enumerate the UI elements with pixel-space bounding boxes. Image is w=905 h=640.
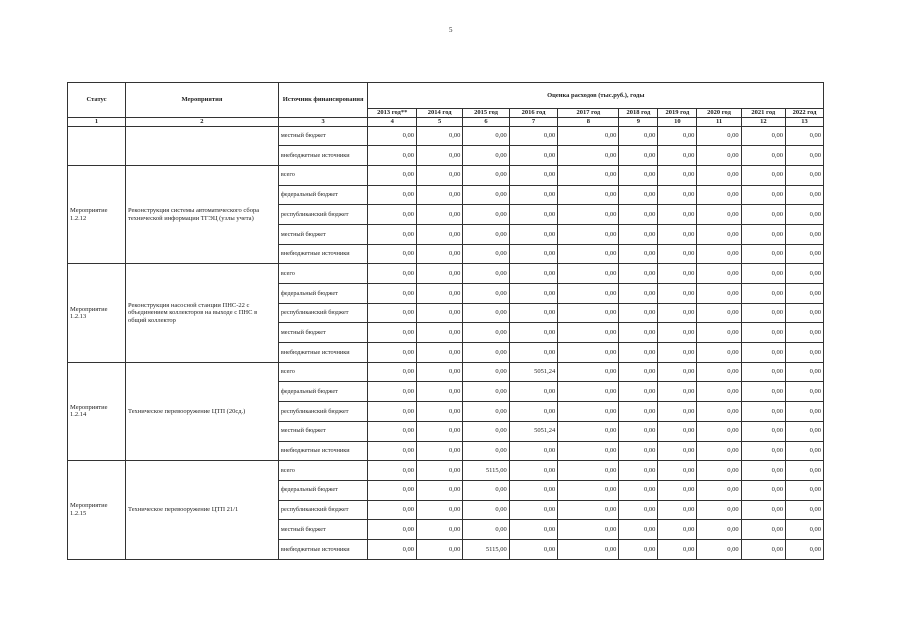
funding-source-cell: федеральный бюджет (278, 284, 368, 304)
amount-cell: 0,00 (416, 539, 462, 559)
amount-cell: 0,00 (509, 441, 558, 461)
amount-cell: 0,00 (416, 146, 462, 166)
amount-cell: 0,00 (619, 539, 658, 559)
amount-cell: 0,00 (416, 520, 462, 540)
amount-cell: 0,00 (416, 185, 462, 205)
amount-cell: 0,00 (697, 224, 741, 244)
column-number: 5 (416, 118, 462, 127)
amount-cell: 0,00 (741, 303, 785, 323)
status-cell: Мероприятие 1.2.12 (68, 165, 126, 263)
amount-cell: 0,00 (509, 323, 558, 343)
amount-cell: 0,00 (658, 402, 697, 422)
amount-cell: 0,00 (741, 441, 785, 461)
header-estimate: Оценка расходов (тыс.руб.), годы (368, 83, 824, 109)
amount-cell: 0,00 (697, 480, 741, 500)
amount-cell: 0,00 (416, 480, 462, 500)
event-cell: Реконструкция системы автоматического сбора технической информации ТГЭЦ (узлы учета) (125, 165, 278, 263)
funding-source-cell: всего (278, 461, 368, 481)
table-row (68, 461, 824, 481)
amount-cell: 0,00 (368, 323, 417, 343)
funding-source-cell: внебюджетные источники (278, 441, 368, 461)
amount-cell: 0,00 (741, 244, 785, 264)
amount-cell: 0,00 (741, 126, 785, 146)
amount-cell: 0,00 (619, 205, 658, 225)
amount-cell: 0,00 (368, 126, 417, 146)
amount-cell: 0,00 (785, 224, 823, 244)
amount-cell: 0,00 (697, 539, 741, 559)
amount-cell: 0,00 (368, 539, 417, 559)
amount-cell: 0,00 (785, 461, 823, 481)
amount-cell: 0,00 (697, 185, 741, 205)
amount-cell: 0,00 (463, 185, 509, 205)
amount-cell: 0,00 (658, 185, 697, 205)
amount-cell: 0,00 (463, 480, 509, 500)
amount-cell: 0,00 (785, 500, 823, 520)
amount-cell: 0,00 (697, 382, 741, 402)
amount-cell: 0,00 (558, 264, 619, 284)
amount-cell: 0,00 (619, 480, 658, 500)
amount-cell: 0,00 (558, 382, 619, 402)
funding-source-cell: местный бюджет (278, 126, 368, 146)
header-year: 2014 год (416, 109, 462, 118)
amount-cell: 0,00 (785, 323, 823, 343)
table-row (68, 362, 824, 382)
amount-cell: 0,00 (785, 539, 823, 559)
amount-cell: 0,00 (416, 382, 462, 402)
amount-cell: 0,00 (509, 461, 558, 481)
column-number: 2 (125, 118, 278, 127)
amount-cell: 0,00 (558, 284, 619, 304)
event-cell: Техническое перевооружение ЦТП (20сд.) (125, 362, 278, 460)
amount-cell: 0,00 (416, 362, 462, 382)
column-number: 3 (278, 118, 368, 127)
amount-cell: 0,00 (658, 421, 697, 441)
amount-cell: 0,00 (697, 146, 741, 166)
amount-cell: 0,00 (558, 461, 619, 481)
amount-cell: 0,00 (509, 520, 558, 540)
status-cell: Мероприятие 1.2.13 (68, 264, 126, 362)
amount-cell: 0,00 (619, 185, 658, 205)
amount-cell: 0,00 (368, 284, 417, 304)
amount-cell: 0,00 (558, 441, 619, 461)
funding-source-cell: внебюджетные источники (278, 146, 368, 166)
amount-cell: 0,00 (463, 165, 509, 185)
amount-cell: 0,00 (658, 480, 697, 500)
header-year: 2015 год (463, 109, 509, 118)
amount-cell: 0,00 (368, 520, 417, 540)
amount-cell: 5115,00 (463, 461, 509, 481)
amount-cell: 0,00 (619, 441, 658, 461)
amount-cell: 0,00 (741, 461, 785, 481)
column-number: 11 (697, 118, 741, 127)
header-year: 2018 год (619, 109, 658, 118)
column-number: 8 (558, 118, 619, 127)
status-cell: Мероприятие 1.2.15 (68, 461, 126, 559)
amount-cell: 0,00 (463, 441, 509, 461)
amount-cell: 0,00 (697, 126, 741, 146)
column-number: 10 (658, 118, 697, 127)
amount-cell: 0,00 (558, 421, 619, 441)
amount-cell: 0,00 (785, 303, 823, 323)
amount-cell: 0,00 (558, 126, 619, 146)
amount-cell: 0,00 (658, 539, 697, 559)
amount-cell: 0,00 (368, 146, 417, 166)
amount-cell: 0,00 (558, 362, 619, 382)
funding-source-cell: республиканский бюджет (278, 303, 368, 323)
amount-cell: 0,00 (619, 500, 658, 520)
amount-cell: 0,00 (558, 303, 619, 323)
amount-cell: 0,00 (697, 402, 741, 422)
amount-cell: 0,00 (509, 264, 558, 284)
amount-cell: 0,00 (741, 343, 785, 363)
amount-cell: 0,00 (741, 165, 785, 185)
funding-source-cell: федеральный бюджет (278, 480, 368, 500)
amount-cell: 0,00 (463, 224, 509, 244)
amount-cell: 0,00 (658, 461, 697, 481)
amount-cell: 0,00 (785, 343, 823, 363)
amount-cell: 0,00 (463, 284, 509, 304)
amount-cell: 0,00 (558, 224, 619, 244)
amount-cell: 0,00 (509, 343, 558, 363)
header-year: 2019 год (658, 109, 697, 118)
amount-cell: 0,00 (785, 382, 823, 402)
amount-cell: 0,00 (509, 185, 558, 205)
amount-cell: 0,00 (416, 244, 462, 264)
amount-cell: 0,00 (463, 126, 509, 146)
amount-cell: 0,00 (741, 185, 785, 205)
amount-cell: 0,00 (741, 362, 785, 382)
amount-cell: 0,00 (368, 185, 417, 205)
amount-cell: 0,00 (741, 264, 785, 284)
amount-cell: 0,00 (368, 382, 417, 402)
amount-cell: 0,00 (368, 402, 417, 422)
amount-cell: 0,00 (416, 264, 462, 284)
amount-cell: 0,00 (509, 205, 558, 225)
amount-cell: 0,00 (416, 224, 462, 244)
amount-cell: 0,00 (368, 224, 417, 244)
amount-cell: 0,00 (463, 323, 509, 343)
amount-cell: 0,00 (463, 362, 509, 382)
funding-source-cell: местный бюджет (278, 224, 368, 244)
amount-cell: 0,00 (509, 126, 558, 146)
amount-cell: 0,00 (785, 441, 823, 461)
amount-cell: 0,00 (368, 362, 417, 382)
amount-cell: 0,00 (741, 284, 785, 304)
amount-cell: 0,00 (619, 323, 658, 343)
funding-source-cell: местный бюджет (278, 520, 368, 540)
amount-cell: 0,00 (368, 343, 417, 363)
amount-cell: 0,00 (619, 303, 658, 323)
amount-cell: 0,00 (658, 520, 697, 540)
amount-cell: 0,00 (509, 165, 558, 185)
amount-cell: 0,00 (658, 264, 697, 284)
amount-cell: 0,00 (785, 264, 823, 284)
funding-source-cell: федеральный бюджет (278, 185, 368, 205)
amount-cell: 0,00 (509, 244, 558, 264)
amount-cell: 0,00 (697, 323, 741, 343)
header-events: Мероприятия (125, 83, 278, 118)
funding-source-cell: внебюджетные источники (278, 244, 368, 264)
amount-cell: 0,00 (368, 244, 417, 264)
amount-cell: 0,00 (558, 185, 619, 205)
amount-cell: 0,00 (368, 205, 417, 225)
amount-cell: 5051,24 (509, 362, 558, 382)
amount-cell: 5115,00 (463, 539, 509, 559)
header-status: Статус (68, 83, 126, 118)
amount-cell: 0,00 (558, 343, 619, 363)
amount-cell: 0,00 (509, 146, 558, 166)
amount-cell: 0,00 (509, 402, 558, 422)
amount-cell: 0,00 (785, 165, 823, 185)
amount-cell: 0,00 (463, 520, 509, 540)
amount-cell: 0,00 (416, 323, 462, 343)
amount-cell: 0,00 (785, 205, 823, 225)
amount-cell: 0,00 (658, 343, 697, 363)
amount-cell: 0,00 (697, 520, 741, 540)
amount-cell: 0,00 (697, 244, 741, 264)
amount-cell: 0,00 (697, 500, 741, 520)
amount-cell: 0,00 (741, 421, 785, 441)
header-year: 2021 год (741, 109, 785, 118)
amount-cell: 0,00 (463, 146, 509, 166)
column-number: 4 (368, 118, 417, 127)
amount-cell: 0,00 (368, 264, 417, 284)
amount-cell: 0,00 (741, 520, 785, 540)
amount-cell: 0,00 (368, 165, 417, 185)
amount-cell: 0,00 (785, 480, 823, 500)
amount-cell: 0,00 (368, 461, 417, 481)
amount-cell: 0,00 (785, 126, 823, 146)
amount-cell: 0,00 (785, 520, 823, 540)
amount-cell: 0,00 (463, 343, 509, 363)
amount-cell: 0,00 (619, 343, 658, 363)
column-number: 12 (741, 118, 785, 127)
amount-cell: 0,00 (368, 500, 417, 520)
amount-cell: 0,00 (463, 500, 509, 520)
amount-cell: 0,00 (368, 303, 417, 323)
amount-cell: 0,00 (658, 382, 697, 402)
header-source: Источник финансирования (278, 83, 368, 118)
amount-cell: 0,00 (741, 382, 785, 402)
amount-cell: 0,00 (416, 303, 462, 323)
funding-source-cell: республиканский бюджет (278, 402, 368, 422)
amount-cell: 0,00 (416, 421, 462, 441)
amount-cell: 0,00 (416, 126, 462, 146)
funding-source-cell: местный бюджет (278, 323, 368, 343)
amount-cell: 0,00 (509, 539, 558, 559)
amount-cell: 0,00 (658, 362, 697, 382)
expenditure-table (67, 82, 824, 560)
amount-cell: 0,00 (619, 421, 658, 441)
header-year: 2022 год (785, 109, 823, 118)
amount-cell: 0,00 (509, 382, 558, 402)
amount-cell: 0,00 (558, 146, 619, 166)
amount-cell: 0,00 (463, 421, 509, 441)
amount-cell: 0,00 (509, 224, 558, 244)
funding-source-cell: республиканский бюджет (278, 205, 368, 225)
amount-cell: 0,00 (741, 205, 785, 225)
amount-cell: 0,00 (658, 205, 697, 225)
amount-cell: 0,00 (558, 244, 619, 264)
amount-cell: 0,00 (619, 382, 658, 402)
amount-cell: 0,00 (741, 402, 785, 422)
amount-cell: 0,00 (619, 264, 658, 284)
amount-cell: 0,00 (741, 480, 785, 500)
amount-cell: 0,00 (697, 461, 741, 481)
amount-cell: 0,00 (619, 165, 658, 185)
amount-cell: 0,00 (463, 264, 509, 284)
header-year: 2016 год (509, 109, 558, 118)
amount-cell: 0,00 (741, 146, 785, 166)
amount-cell: 0,00 (558, 500, 619, 520)
amount-cell: 0,00 (741, 323, 785, 343)
amount-cell: 0,00 (741, 500, 785, 520)
amount-cell: 0,00 (558, 539, 619, 559)
status-cell (68, 126, 126, 165)
amount-cell: 0,00 (619, 224, 658, 244)
amount-cell: 0,00 (658, 165, 697, 185)
amount-cell: 0,00 (368, 480, 417, 500)
amount-cell: 0,00 (558, 165, 619, 185)
amount-cell: 0,00 (658, 224, 697, 244)
amount-cell: 0,00 (463, 303, 509, 323)
column-number: 6 (463, 118, 509, 127)
amount-cell: 0,00 (658, 303, 697, 323)
amount-cell: 0,00 (619, 461, 658, 481)
amount-cell: 0,00 (509, 303, 558, 323)
event-cell: Техническое перевооружение ЦТП 21/1 (125, 461, 278, 559)
amount-cell: 0,00 (509, 500, 558, 520)
amount-cell: 0,00 (368, 421, 417, 441)
funding-source-cell: всего (278, 165, 368, 185)
funding-source-cell: внебюджетные источники (278, 539, 368, 559)
amount-cell: 0,00 (558, 480, 619, 500)
amount-cell: 0,00 (463, 402, 509, 422)
amount-cell: 0,00 (619, 126, 658, 146)
amount-cell: 0,00 (697, 264, 741, 284)
amount-cell: 0,00 (785, 421, 823, 441)
amount-cell: 0,00 (619, 244, 658, 264)
funding-source-cell: федеральный бюджет (278, 382, 368, 402)
amount-cell: 0,00 (658, 244, 697, 264)
event-cell (125, 126, 278, 165)
amount-cell: 0,00 (658, 126, 697, 146)
status-cell: Мероприятие 1.2.14 (68, 362, 126, 460)
column-number: 9 (619, 118, 658, 127)
amount-cell: 0,00 (416, 441, 462, 461)
amount-cell: 0,00 (658, 441, 697, 461)
column-number: 13 (785, 118, 823, 127)
amount-cell: 0,00 (558, 402, 619, 422)
amount-cell: 0,00 (785, 185, 823, 205)
amount-cell: 0,00 (619, 146, 658, 166)
amount-cell: 0,00 (619, 520, 658, 540)
amount-cell: 0,00 (509, 480, 558, 500)
column-number: 1 (68, 118, 126, 127)
amount-cell: 0,00 (697, 205, 741, 225)
funding-source-cell: республиканский бюджет (278, 500, 368, 520)
amount-cell: 0,00 (697, 362, 741, 382)
amount-cell: 0,00 (416, 461, 462, 481)
page-number: 5 (449, 26, 453, 34)
header-year: 2013 год** (368, 109, 417, 118)
table-row (68, 126, 824, 146)
amount-cell: 0,00 (697, 303, 741, 323)
header-year: 2020 год (697, 109, 741, 118)
amount-cell: 0,00 (785, 284, 823, 304)
amount-cell: 0,00 (619, 362, 658, 382)
amount-cell: 0,00 (741, 539, 785, 559)
amount-cell: 0,00 (463, 382, 509, 402)
amount-cell: 0,00 (619, 284, 658, 304)
amount-cell: 0,00 (697, 284, 741, 304)
amount-cell: 0,00 (558, 520, 619, 540)
amount-cell: 0,00 (785, 402, 823, 422)
amount-cell: 0,00 (463, 244, 509, 264)
amount-cell: 0,00 (785, 362, 823, 382)
amount-cell: 0,00 (368, 441, 417, 461)
column-number: 7 (509, 118, 558, 127)
amount-cell: 0,00 (463, 205, 509, 225)
funding-source-cell: внебюджетные источники (278, 343, 368, 363)
amount-cell: 0,00 (697, 441, 741, 461)
amount-cell: 0,00 (658, 146, 697, 166)
amount-cell: 0,00 (416, 165, 462, 185)
amount-cell: 0,00 (658, 284, 697, 304)
amount-cell: 0,00 (697, 165, 741, 185)
amount-cell: 0,00 (416, 343, 462, 363)
amount-cell: 0,00 (416, 500, 462, 520)
amount-cell: 0,00 (558, 205, 619, 225)
funding-source-cell: всего (278, 362, 368, 382)
amount-cell: 0,00 (741, 224, 785, 244)
event-cell: Реконструкция насосной станции ПНС-22 с объединением коллекторов на выходе с ПНС в общий коллектор (125, 264, 278, 362)
amount-cell: 0,00 (619, 402, 658, 422)
amount-cell: 0,00 (785, 244, 823, 264)
header-year: 2017 год (558, 109, 619, 118)
amount-cell: 0,00 (416, 402, 462, 422)
amount-cell: 0,00 (697, 343, 741, 363)
amount-cell: 0,00 (697, 421, 741, 441)
amount-cell: 0,00 (658, 323, 697, 343)
table-row (68, 165, 824, 185)
funding-source-cell: местный бюджет (278, 421, 368, 441)
amount-cell: 0,00 (509, 284, 558, 304)
funding-source-cell: всего (278, 264, 368, 284)
amount-cell: 0,00 (658, 500, 697, 520)
amount-cell: 0,00 (416, 284, 462, 304)
table-row (68, 264, 824, 284)
amount-cell: 0,00 (785, 146, 823, 166)
amount-cell: 0,00 (416, 205, 462, 225)
amount-cell: 0,00 (558, 323, 619, 343)
amount-cell: 5051,24 (509, 421, 558, 441)
